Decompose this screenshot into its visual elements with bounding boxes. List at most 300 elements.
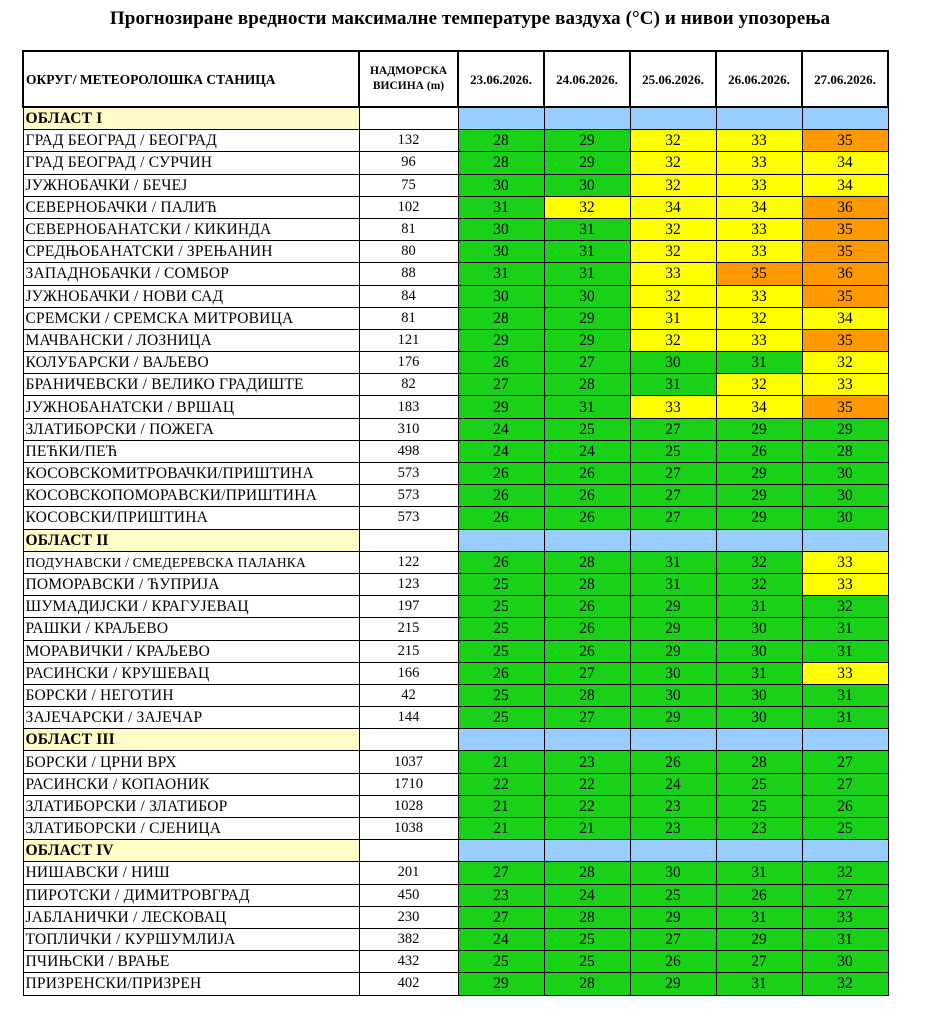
temperature-cell: 29 [802,418,888,440]
temperature-cell: 30 [802,463,888,485]
temperature-cell: 33 [716,218,802,240]
station-altitude: 132 [359,130,458,152]
temperature-cell: 29 [458,396,544,418]
table-row [23,551,888,573]
temperature-cell: 27 [544,707,630,729]
temperature-cell: 27 [630,507,716,529]
region-band-cell [544,529,630,551]
region-band-cell [458,107,544,130]
station-altitude: 215 [359,640,458,662]
temperature-cell: 31 [458,263,544,285]
temperature-cell: 28 [544,684,630,706]
temperature-cell: 26 [458,352,544,374]
temperature-cell: 31 [716,596,802,618]
temperature-cell: 31 [544,396,630,418]
temperature-cell: 30 [544,285,630,307]
table-row [23,862,888,884]
station-altitude: 573 [359,463,458,485]
temperature-cell: 27 [630,418,716,440]
region-alt-cell [359,107,458,130]
temperature-cell: 29 [630,596,716,618]
temperature-cell: 28 [544,551,630,573]
temperature-cell: 34 [802,307,888,329]
region-band-cell [716,729,802,751]
region-band-cell [630,107,716,130]
station-name: КОСОВСКОМИТРОВАЧКИ/ПРИШТИНА [23,463,359,485]
temperature-cell: 29 [630,707,716,729]
temperature-cell: 34 [630,196,716,218]
station-name: ПРИЗРЕНСКИ/ПРИЗРЕН [23,973,359,995]
station-name: ГРАД БЕОГРАД / СУРЧИН [23,152,359,174]
temperature-cell: 33 [802,551,888,573]
temperature-cell: 31 [544,218,630,240]
temperature-cell: 29 [716,463,802,485]
table-row [23,307,888,329]
temperature-cell: 22 [458,773,544,795]
temperature-cell: 34 [802,174,888,196]
temperature-cell: 31 [802,707,888,729]
temperature-cell: 26 [630,751,716,773]
temperature-cell: 26 [630,951,716,973]
temperature-cell: 35 [802,130,888,152]
table-body [23,107,888,995]
table-row [23,329,888,351]
temperature-cell: 31 [458,196,544,218]
temperature-cell: 30 [802,507,888,529]
temperature-cell: 30 [630,684,716,706]
station-name: ЈУЖНОБАЧКИ / НОВИ САД [23,285,359,307]
temperature-cell: 32 [716,374,802,396]
temperature-cell: 35 [802,285,888,307]
region-alt-cell [359,840,458,862]
table-row [23,773,888,795]
temperature-cell: 26 [544,618,630,640]
temperature-cell: 29 [544,307,630,329]
temperature-cell: 31 [716,862,802,884]
table-row [23,285,888,307]
temperature-cell: 32 [716,307,802,329]
temperature-cell: 21 [458,818,544,840]
temperature-cell: 30 [630,862,716,884]
station-altitude: 80 [359,241,458,263]
temperature-cell: 26 [458,463,544,485]
temperature-cell: 23 [458,884,544,906]
temperature-cell: 28 [544,973,630,995]
table-row [23,174,888,196]
station-name: МОРАВИЧКИ / КРАЉЕВО [23,640,359,662]
temperature-cell: 29 [544,329,630,351]
station-name: МАЧВАНСКИ / ЛОЗНИЦА [23,329,359,351]
temperature-cell: 32 [716,551,802,573]
region-band-cell [630,729,716,751]
temperature-cell: 23 [630,795,716,817]
table-row [23,374,888,396]
station-name: ЈУЖНОБАНАТСКИ / ВРШАЦ [23,396,359,418]
temperature-cell: 33 [802,374,888,396]
table-row [23,928,888,950]
temperature-cell: 34 [716,196,802,218]
temperature-cell: 28 [544,862,630,884]
table-header-row [23,51,888,107]
table-row [23,684,888,706]
temperature-cell: 32 [630,174,716,196]
temperature-cell: 23 [630,818,716,840]
temperature-cell: 31 [802,640,888,662]
temperature-cell: 25 [458,573,544,595]
table-row [23,440,888,462]
temperature-cell: 29 [716,418,802,440]
station-name: ЗАЈЕЧАРСКИ / ЗАЈЕЧАР [23,707,359,729]
station-name: НИШАВСКИ / НИШ [23,862,359,884]
table-row [23,973,888,995]
temperature-cell: 35 [802,241,888,263]
temperature-cell: 31 [802,928,888,950]
station-altitude: 81 [359,307,458,329]
region-band-cell [802,529,888,551]
temperature-cell: 29 [544,152,630,174]
region-band-cell [544,729,630,751]
station-name: КОЛУБАРСКИ / ВАЉЕВО [23,352,359,374]
temperature-cell: 35 [716,263,802,285]
temperature-cell: 32 [802,862,888,884]
header-station: ОКРУГ/ МЕТЕОРОЛОШКА СТАНИЦА [23,51,359,107]
temperature-cell: 29 [630,618,716,640]
station-altitude: 201 [359,862,458,884]
region-alt-cell [359,529,458,551]
station-name: ЗЛАТИБОРСКИ / ПОЖЕГА [23,418,359,440]
table-row [23,884,888,906]
region-band-cell [716,107,802,130]
temperature-cell: 26 [802,795,888,817]
temperature-cell: 23 [544,751,630,773]
temperature-cell: 32 [802,596,888,618]
station-altitude: 75 [359,174,458,196]
region-row [23,729,888,751]
temperature-cell: 28 [716,751,802,773]
forecast-table [22,50,889,996]
temperature-cell: 33 [802,573,888,595]
temperature-cell: 33 [630,263,716,285]
temperature-cell: 26 [458,485,544,507]
station-altitude: 82 [359,374,458,396]
station-name: РАСИНСКИ / КРУШЕВАЦ [23,662,359,684]
region-band-cell [716,529,802,551]
temperature-cell: 26 [716,884,802,906]
station-altitude: 81 [359,218,458,240]
header-altitude: НАДМОРСКА ВИСИНА (m) [359,51,458,107]
table-row [23,152,888,174]
temperature-cell: 31 [630,374,716,396]
temperature-cell: 32 [630,130,716,152]
temperature-cell: 33 [802,906,888,928]
temperature-cell: 25 [544,928,630,950]
station-name: ГРАД БЕОГРАД / БЕОГРАД [23,130,359,152]
temperature-cell: 33 [716,329,802,351]
header-date: 24.06.2026. [544,51,630,107]
temperature-cell: 30 [716,618,802,640]
station-altitude: 573 [359,485,458,507]
temperature-cell: 26 [544,485,630,507]
temperature-cell: 28 [458,307,544,329]
station-altitude: 122 [359,551,458,573]
table-row [23,951,888,973]
temperature-cell: 22 [544,795,630,817]
table-row [23,463,888,485]
station-altitude: 121 [359,329,458,351]
temperature-cell: 31 [544,241,630,263]
temperature-cell: 32 [630,218,716,240]
temperature-cell: 25 [716,773,802,795]
temperature-cell: 27 [630,463,716,485]
region-name: ОБЛАСТ III [23,729,359,751]
temperature-cell: 29 [716,485,802,507]
table-row [23,818,888,840]
temperature-cell: 25 [458,951,544,973]
header-date: 26.06.2026. [716,51,802,107]
station-altitude: 1028 [359,795,458,817]
temperature-cell: 31 [802,618,888,640]
header-date: 25.06.2026. [630,51,716,107]
table-row [23,573,888,595]
table-row [23,640,888,662]
temperature-cell: 27 [458,906,544,928]
region-row [23,107,888,130]
temperature-cell: 34 [716,396,802,418]
temperature-cell: 29 [630,640,716,662]
temperature-cell: 30 [458,174,544,196]
temperature-cell: 24 [630,773,716,795]
station-name: ПЧИЊСКИ / ВРАЊЕ [23,951,359,973]
table-row [23,352,888,374]
table-row [23,196,888,218]
temperature-cell: 27 [630,928,716,950]
temperature-cell: 35 [802,218,888,240]
region-band-cell [802,840,888,862]
temperature-cell: 31 [716,352,802,374]
temperature-cell: 32 [630,152,716,174]
station-name: БОРСКИ / ЦРНИ ВРХ [23,751,359,773]
temperature-cell: 31 [630,307,716,329]
station-altitude: 183 [359,396,458,418]
table-row [23,396,888,418]
temperature-cell: 31 [544,263,630,285]
table-row [23,218,888,240]
temperature-cell: 24 [458,928,544,950]
temperature-cell: 26 [458,551,544,573]
temperature-cell: 29 [544,130,630,152]
table-row [23,596,888,618]
temperature-cell: 29 [630,973,716,995]
station-altitude: 382 [359,928,458,950]
temperature-cell: 27 [458,374,544,396]
station-name: ТОПЛИЧКИ / КУРШУМЛИЈА [23,928,359,950]
temperature-cell: 26 [716,440,802,462]
region-band-cell [630,840,716,862]
temperature-cell: 32 [544,196,630,218]
station-name: СЕВЕРНОБАЧКИ / ПАЛИЋ [23,196,359,218]
station-name: ШУМАДИЈСКИ / КРАГУЈЕВАЦ [23,596,359,618]
temperature-cell: 23 [716,818,802,840]
temperature-cell: 30 [544,174,630,196]
temperature-cell: 21 [458,795,544,817]
temperature-cell: 30 [458,241,544,263]
station-altitude: 123 [359,573,458,595]
temperature-cell: 32 [630,241,716,263]
station-name: КОСОВСКИ/ПРИШТИНА [23,507,359,529]
region-alt-cell [359,729,458,751]
header-date: 27.06.2026. [802,51,888,107]
temperature-cell: 27 [458,862,544,884]
temperature-cell: 26 [544,507,630,529]
temperature-cell: 27 [544,662,630,684]
temperature-cell: 32 [802,973,888,995]
temperature-cell: 32 [630,285,716,307]
header-date: 23.06.2026. [458,51,544,107]
temperature-cell: 33 [802,662,888,684]
temperature-cell: 28 [802,440,888,462]
station-name: РАШКИ / КРАЉЕВО [23,618,359,640]
table-row [23,662,888,684]
temperature-cell: 31 [716,973,802,995]
temperature-cell: 25 [458,618,544,640]
station-altitude: 310 [359,418,458,440]
table-row [23,707,888,729]
station-name: СРЕМСКИ / СРЕМСКА МИТРОВИЦА [23,307,359,329]
station-name: СРЕДЊОБАНАТСКИ / ЗРЕЊАНИН [23,241,359,263]
table-row [23,130,888,152]
table-row [23,241,888,263]
station-altitude: 432 [359,951,458,973]
temperature-cell: 26 [544,640,630,662]
temperature-cell: 32 [630,329,716,351]
station-altitude: 197 [359,596,458,618]
station-altitude: 573 [359,507,458,529]
station-name: ЗАПАДНОБАЧКИ / СОМБОР [23,263,359,285]
station-name: ПОДУНАВСКИ / СМЕДЕРЕВСКА ПАЛАНКА [23,551,359,573]
temperature-cell: 33 [716,130,802,152]
station-name: БОРСКИ / НЕГОТИН [23,684,359,706]
station-altitude: 450 [359,884,458,906]
region-band-cell [544,107,630,130]
region-name: ОБЛАСТ I [23,107,359,130]
temperature-cell: 25 [544,418,630,440]
station-altitude: 1038 [359,818,458,840]
region-band-cell [544,840,630,862]
temperature-cell: 25 [458,596,544,618]
temperature-cell: 29 [458,973,544,995]
temperature-cell: 30 [630,352,716,374]
region-band-cell [458,729,544,751]
region-band-cell [802,107,888,130]
temperature-cell: 27 [802,773,888,795]
temperature-cell: 27 [630,485,716,507]
temperature-cell: 25 [802,818,888,840]
region-row [23,840,888,862]
table-row [23,751,888,773]
region-band-cell [716,840,802,862]
table-row [23,485,888,507]
temperature-cell: 32 [802,352,888,374]
station-name: РАСИНСКИ / КОПАОНИК [23,773,359,795]
temperature-cell: 25 [544,951,630,973]
temperature-cell: 30 [458,218,544,240]
temperature-cell: 30 [458,285,544,307]
temperature-cell: 30 [716,640,802,662]
temperature-cell: 36 [802,263,888,285]
station-altitude: 42 [359,684,458,706]
station-altitude: 144 [359,707,458,729]
table-row [23,618,888,640]
temperature-cell: 31 [716,906,802,928]
temperature-cell: 29 [630,906,716,928]
table-row [23,418,888,440]
temperature-cell: 29 [716,928,802,950]
temperature-cell: 36 [802,196,888,218]
station-altitude: 88 [359,263,458,285]
station-altitude: 230 [359,906,458,928]
temperature-cell: 33 [716,174,802,196]
region-band-cell [458,529,544,551]
region-name: ОБЛАСТ II [23,529,359,551]
temperature-cell: 26 [544,463,630,485]
station-altitude: 215 [359,618,458,640]
temperature-cell: 31 [630,551,716,573]
station-name: ПИРОТСКИ / ДИМИТРОВГРАД [23,884,359,906]
temperature-cell: 24 [544,440,630,462]
temperature-cell: 33 [716,152,802,174]
station-altitude: 84 [359,285,458,307]
temperature-cell: 28 [544,906,630,928]
temperature-cell: 30 [802,485,888,507]
station-name: ПЕЋКИ/ПЕЋ [23,440,359,462]
station-name: БРАНИЧЕВСКИ / ВЕЛИКО ГРАДИШТЕ [23,374,359,396]
temperature-cell: 25 [458,707,544,729]
region-name: ОБЛАСТ IV [23,840,359,862]
temperature-cell: 31 [630,573,716,595]
temperature-cell: 29 [458,329,544,351]
temperature-cell: 34 [802,152,888,174]
page-title: Прогнозиране вредности максималне температуре ваздуха (°C) и нивои упозорења [109,8,831,29]
temperature-cell: 26 [458,507,544,529]
temperature-cell: 22 [544,773,630,795]
station-altitude: 402 [359,973,458,995]
temperature-cell: 30 [802,951,888,973]
station-altitude: 96 [359,152,458,174]
temperature-cell: 31 [802,684,888,706]
temperature-cell: 24 [458,418,544,440]
temperature-cell: 25 [630,884,716,906]
temperature-cell: 21 [544,818,630,840]
temperature-cell: 30 [716,707,802,729]
temperature-cell: 27 [802,884,888,906]
station-altitude: 1037 [359,751,458,773]
region-band-cell [458,840,544,862]
temperature-cell: 35 [802,396,888,418]
temperature-cell: 25 [716,795,802,817]
temperature-cell: 25 [458,684,544,706]
temperature-cell: 25 [630,440,716,462]
temperature-cell: 33 [716,241,802,263]
temperature-cell: 33 [630,396,716,418]
temperature-cell: 28 [458,152,544,174]
station-name: СЕВЕРНОБАНАТСКИ / КИКИНДА [23,218,359,240]
temperature-cell: 28 [544,573,630,595]
region-band-cell [802,729,888,751]
temperature-cell: 25 [458,640,544,662]
region-band-cell [630,529,716,551]
station-altitude: 102 [359,196,458,218]
temperature-cell: 27 [802,751,888,773]
